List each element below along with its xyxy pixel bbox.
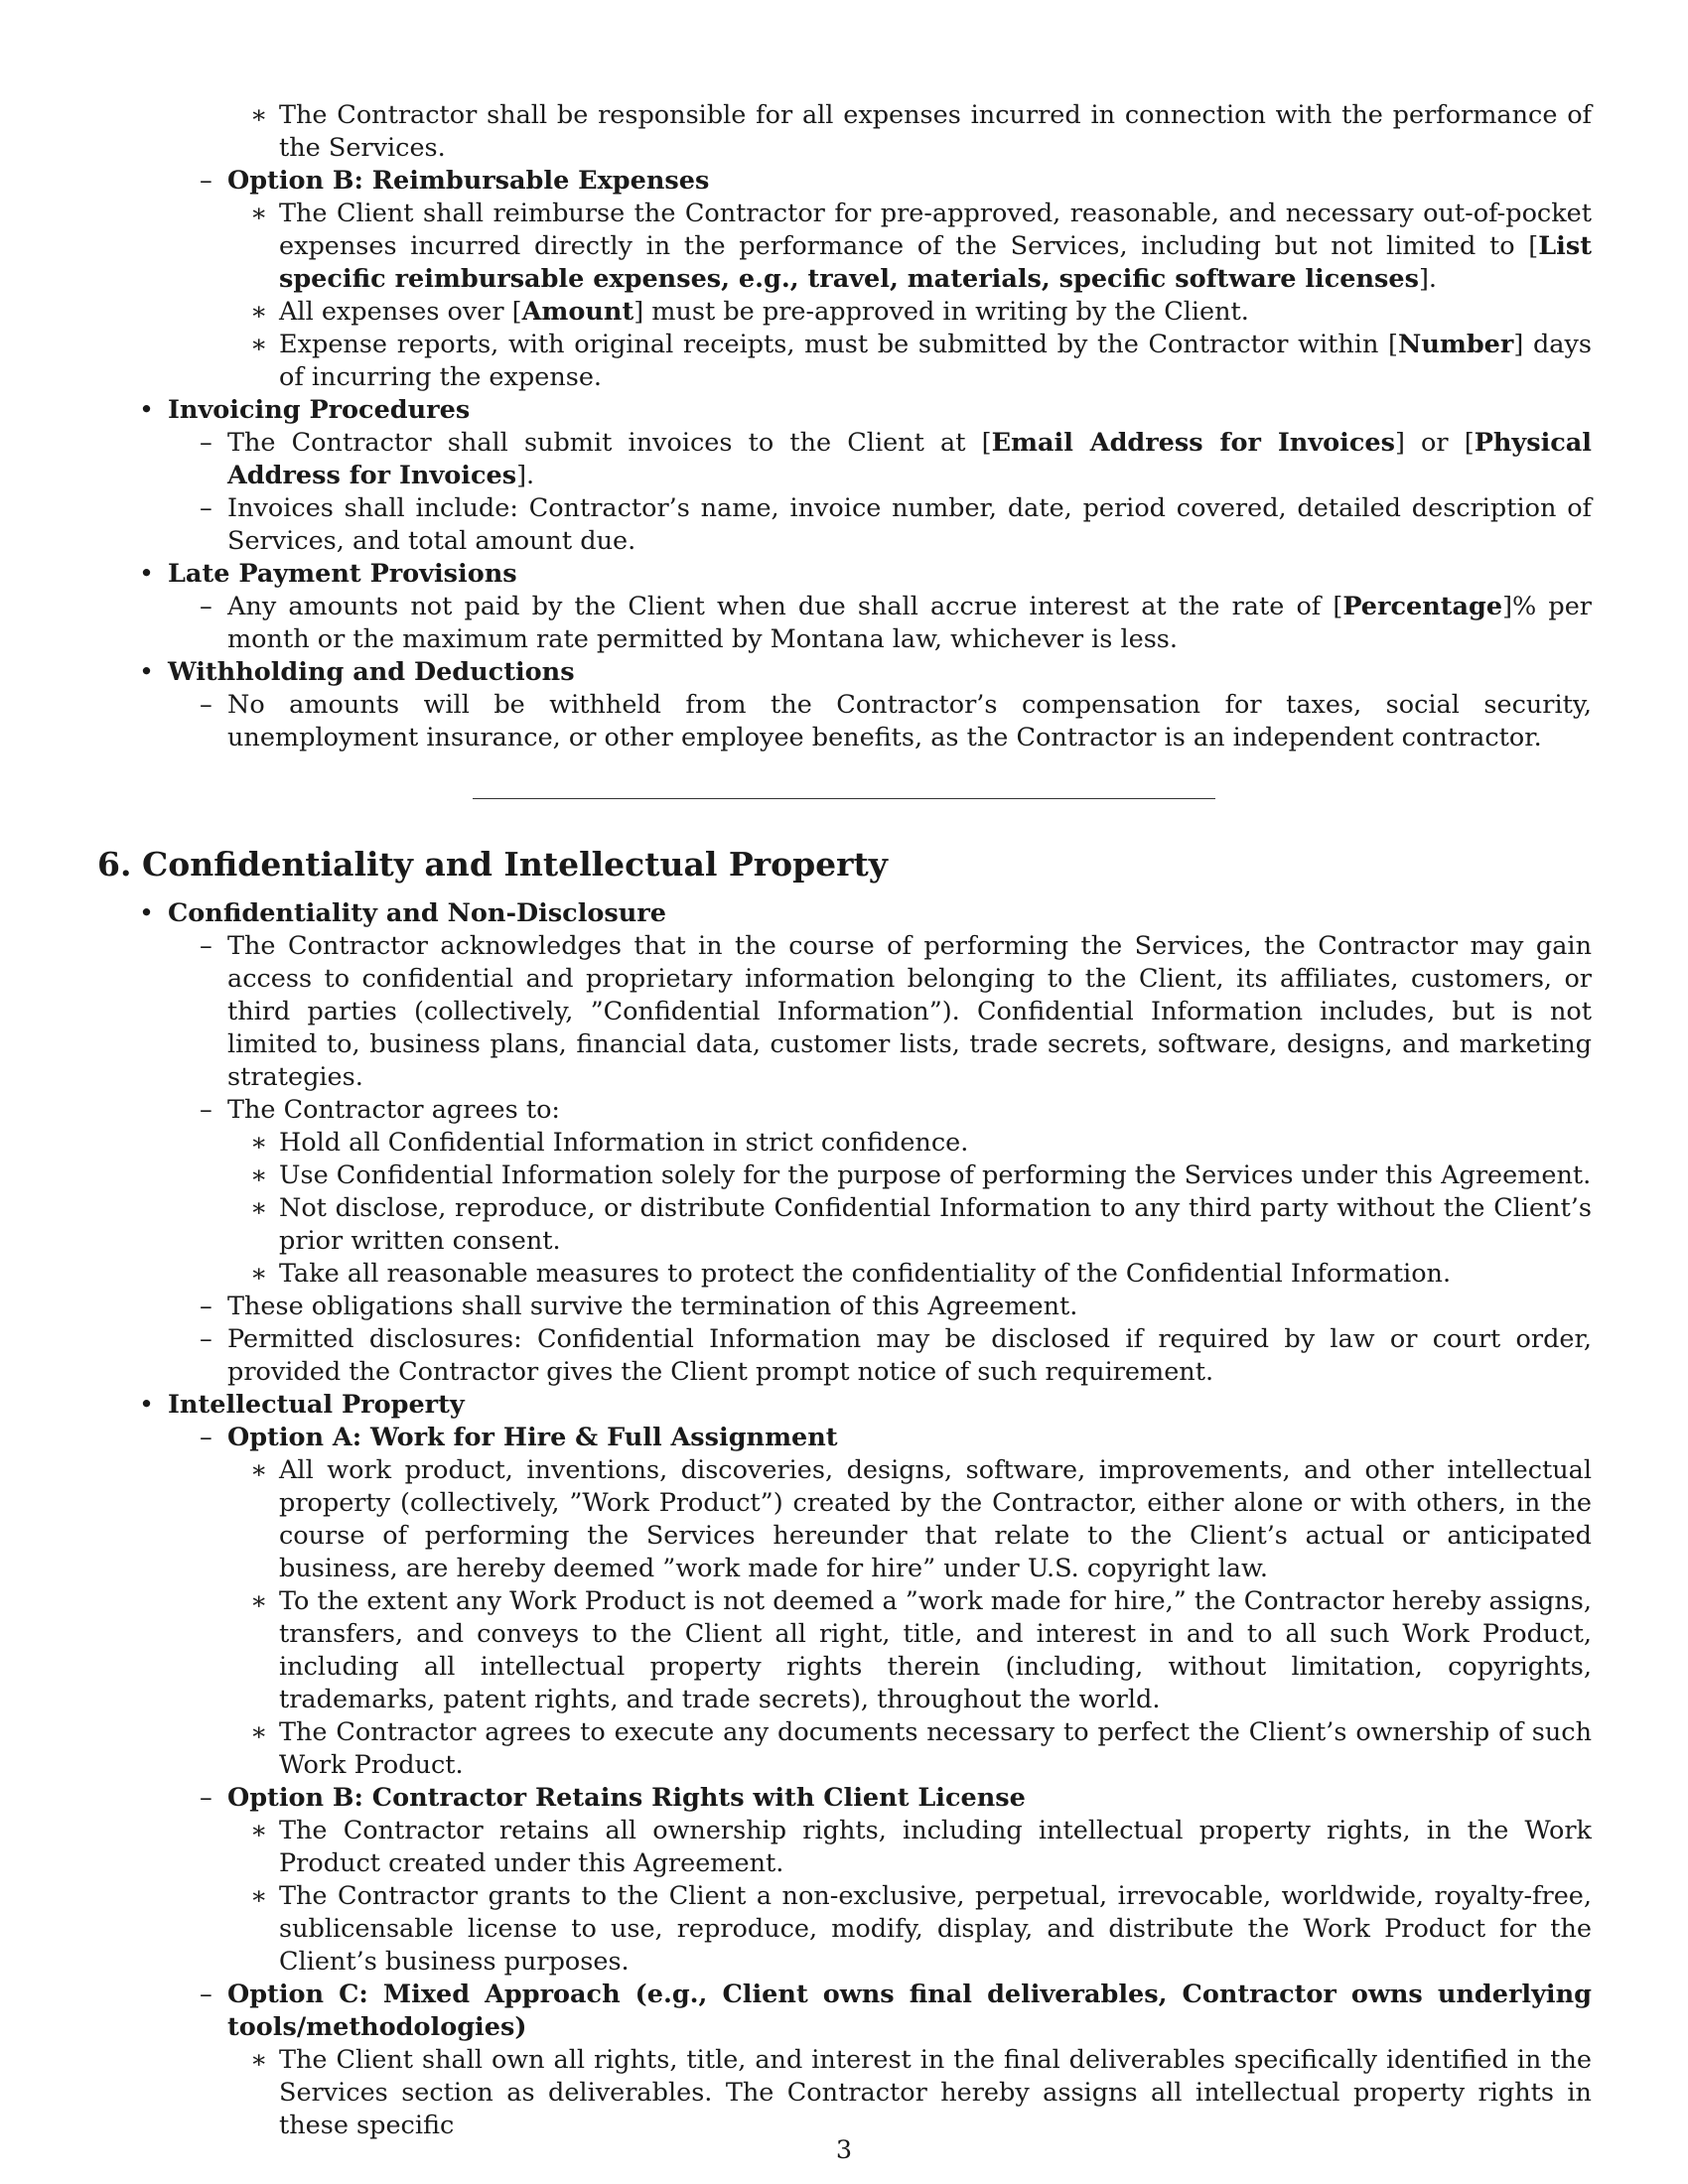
dash-bullet-icon: – — [200, 931, 212, 961]
list-item — [97, 1422, 1592, 1454]
bullet-icon: • — [139, 395, 155, 425]
asterisk-bullet-icon: ∗ — [250, 199, 268, 228]
clause-text: To the extent any Work Product is not deemed a ”work made for hire,” the Contractor hereby assigns, transfers, and conveys to the Client all right, title, and interest in and to all such Work Product, including all intellectual property rights therein (including, without limitation, copyrights, trademarks, patent rights, and trade secrets), throughout the world. — [279, 1586, 1592, 1714]
dash-bullet-icon: – — [200, 1095, 212, 1125]
list-item — [97, 1815, 1592, 1880]
placeholder-field: List specific reimbursable expenses, e.g., travel, materials, specific software licenses — [279, 231, 1592, 294]
clause-text: ]% per month or the maximum rate permitted by Montana law, whichever is less. — [227, 592, 1593, 654]
list-item — [97, 296, 1592, 329]
list-item — [97, 689, 1592, 754]
dash-bullet-icon: – — [200, 1783, 212, 1813]
clause-text: The Contractor agrees to: — [227, 1095, 561, 1125]
list-item — [97, 492, 1592, 558]
bullet-icon: • — [139, 657, 155, 687]
subsection-heading: Intellectual Property — [168, 1390, 465, 1420]
asterisk-bullet-icon: ∗ — [250, 1128, 268, 1158]
placeholder-field: Physical Address for Invoices — [227, 428, 1592, 490]
bullet-icon: • — [139, 559, 155, 589]
list-item — [97, 427, 1592, 492]
dash-bullet-icon: – — [200, 1423, 212, 1452]
asterisk-bullet-icon: ∗ — [250, 2045, 268, 2075]
asterisk-bullet-icon: ∗ — [250, 1455, 268, 1485]
list-item — [97, 329, 1592, 394]
list-item — [97, 1258, 1592, 1291]
list-item — [97, 591, 1592, 656]
list-item — [97, 1094, 1592, 1127]
option-heading: Option A: Work for Hire & Full Assignment — [227, 1423, 838, 1452]
list-item — [97, 1782, 1592, 1815]
option-heading: Option C: Mixed Approach (e.g., Client owns final deliverables, Contractor owns underlying tools/methodologies) — [227, 1979, 1592, 2042]
clause-text: ]. — [1418, 264, 1437, 294]
clause-text: Invoices shall include: Contractor’s name, invoice number, date, period covered, detailed description of Services, and total amount due. — [227, 493, 1592, 556]
list-item — [97, 1389, 1592, 1422]
clause-text: All work product, inventions, discoveries, designs, software, improvements, and other intellectual property (collectively, ”Work Product”) created by the Contractor, either alone or with others, in the course of performing the Services hereunder that relate to the Client’s actual or anticipated business, are hereby deemed ”work made for hire” under U.S. copyright law. — [279, 1455, 1592, 1583]
placeholder-field: Email Address for Invoices — [991, 428, 1395, 458]
asterisk-bullet-icon: ∗ — [250, 1816, 268, 1845]
subsection-heading: Late Payment Provisions — [168, 559, 517, 589]
asterisk-bullet-icon: ∗ — [250, 1881, 268, 1911]
bullet-icon: • — [139, 1390, 155, 1420]
placeholder-field: Number — [1398, 330, 1514, 359]
clause-text: Hold all Confidential Information in strict confidence. — [279, 1128, 969, 1158]
placeholder-field: Percentage — [1342, 592, 1503, 621]
list-item — [97, 2044, 1592, 2142]
subsection-heading: Confidentiality and Non-Disclosure — [168, 898, 666, 928]
dash-bullet-icon: – — [200, 1979, 212, 2009]
section-heading — [97, 845, 1592, 885]
clause-text: Any amounts not paid by the Client when due shall accrue interest at the rate of [ — [227, 592, 1343, 621]
list-item — [97, 1323, 1592, 1389]
list-item — [97, 165, 1592, 198]
clause-text: The Contractor agrees to execute any documents necessary to perfect the Client’s ownership of such Work Product. — [279, 1717, 1592, 1780]
clause-text: These obligations shall survive the termination of this Agreement. — [227, 1292, 1078, 1321]
list-item — [97, 656, 1592, 689]
list-item — [97, 930, 1592, 1094]
asterisk-bullet-icon: ∗ — [250, 1259, 268, 1289]
list-item — [97, 1716, 1592, 1782]
clause-text: The Contractor grants to the Client a non-exclusive, perpetual, irrevocable, worldwide, royalty-free, sublicensable license to use, reproduce, modify, display, and distribute the Work Product for the Client’s business purposes. — [279, 1881, 1592, 1977]
dash-bullet-icon: – — [200, 428, 212, 458]
option-heading: Option B: Reimbursable Expenses — [227, 166, 710, 196]
list-item — [97, 1454, 1592, 1585]
section-title: Confidentiality and Intellectual Property — [142, 845, 888, 884]
asterisk-bullet-icon: ∗ — [250, 1586, 268, 1616]
clause-text: Not disclose, reproduce, or distribute Confidential Information to any third party without the Client’s prior written consent. — [279, 1193, 1592, 1256]
clause-text: The Contractor acknowledges that in the course of performing the Services, the Contractor may gain access to confidential and proprietary information belonging to the Client, its affiliates, customers, or third parties (collectively, ”Confidential Information”). Confidential Information includes, but is not limited to, business plans, financial data, customer lists, trade secrets, software, designs, and marketing strategies. — [227, 931, 1592, 1092]
list-item — [97, 1979, 1592, 2044]
dash-bullet-icon: – — [200, 1324, 212, 1354]
clause-text: The Contractor shall submit invoices to the Client at [ — [227, 428, 992, 458]
clause-text: Permitted disclosures: Confidential Information may be disclosed if required by law or court order, provided the Contractor gives the Client prompt notice of such requirement. — [227, 1324, 1592, 1387]
list-item — [97, 1127, 1592, 1160]
clause-text: The Contractor shall be responsible for all expenses incurred in connection with the performance of the Services. — [279, 100, 1592, 163]
list-item — [97, 99, 1592, 165]
clause-text: The Client shall reimburse the Contractor for pre-approved, reasonable, and necessary out-of-pocket expenses incurred directly in the performance of the Services, including but not limited to [ — [279, 199, 1592, 261]
clause-text: The Client shall own all rights, title, and interest in the final deliverables specifically identified in the Services section as deliverables. The Contractor hereby assigns all intellectual property rights in these specific — [279, 2045, 1592, 2140]
list-item — [97, 1291, 1592, 1323]
section-number: 6. — [97, 845, 132, 884]
option-heading: Option B: Contractor Retains Rights with Client License — [227, 1783, 1026, 1813]
document-body — [97, 99, 1592, 2142]
dash-bullet-icon: – — [200, 592, 212, 621]
dash-bullet-icon: – — [200, 690, 212, 720]
placeholder-field: Amount — [521, 297, 634, 327]
clause-text: Use Confidential Information solely for the purpose of performing the Services under this Agreement. — [279, 1160, 1592, 1190]
bullet-icon: • — [139, 898, 155, 928]
clause-text: Expense reports, with original receipts, must be submitted by the Contractor within [ — [279, 330, 1399, 359]
list-item — [97, 198, 1592, 296]
asterisk-bullet-icon: ∗ — [250, 1160, 268, 1190]
dash-bullet-icon: – — [200, 1292, 212, 1321]
subsection-heading: Withholding and Deductions — [168, 657, 575, 687]
dash-bullet-icon: – — [200, 166, 212, 196]
list-item — [97, 1585, 1592, 1716]
clause-text: ]. — [516, 461, 535, 490]
clause-text: ] days of incurring the expense. — [279, 330, 1592, 392]
clause-text: The Contractor retains all ownership rights, including intellectual property rights, in the Work Product created under this Agreement. — [279, 1816, 1592, 1878]
clause-text: ] or [ — [1394, 428, 1475, 458]
section-divider — [473, 798, 1215, 799]
clause-text: All expenses over [ — [279, 297, 522, 327]
list-item — [97, 558, 1592, 591]
asterisk-bullet-icon: ∗ — [250, 100, 268, 130]
clause-text: ] must be pre-approved in writing by the Client. — [633, 297, 1249, 327]
dash-bullet-icon: – — [200, 493, 212, 523]
asterisk-bullet-icon: ∗ — [250, 1717, 268, 1747]
list-item — [97, 1880, 1592, 1979]
clause-text: Take all reasonable measures to protect the confidentiality of the Confidential Information. — [279, 1259, 1452, 1289]
list-item — [97, 394, 1592, 427]
list-item — [97, 1192, 1592, 1258]
clause-text: No amounts will be withheld from the Contractor’s compensation for taxes, social security, unemployment insurance, or other employee benefits, as the Contractor is an independent contractor. — [227, 690, 1592, 752]
subsection-heading: Invoicing Procedures — [168, 395, 471, 425]
list-item — [97, 897, 1592, 930]
asterisk-bullet-icon: ∗ — [250, 330, 268, 359]
asterisk-bullet-icon: ∗ — [250, 1193, 268, 1223]
asterisk-bullet-icon: ∗ — [250, 297, 268, 327]
list-item — [97, 1160, 1592, 1192]
page-number: 3 — [835, 2135, 853, 2165]
